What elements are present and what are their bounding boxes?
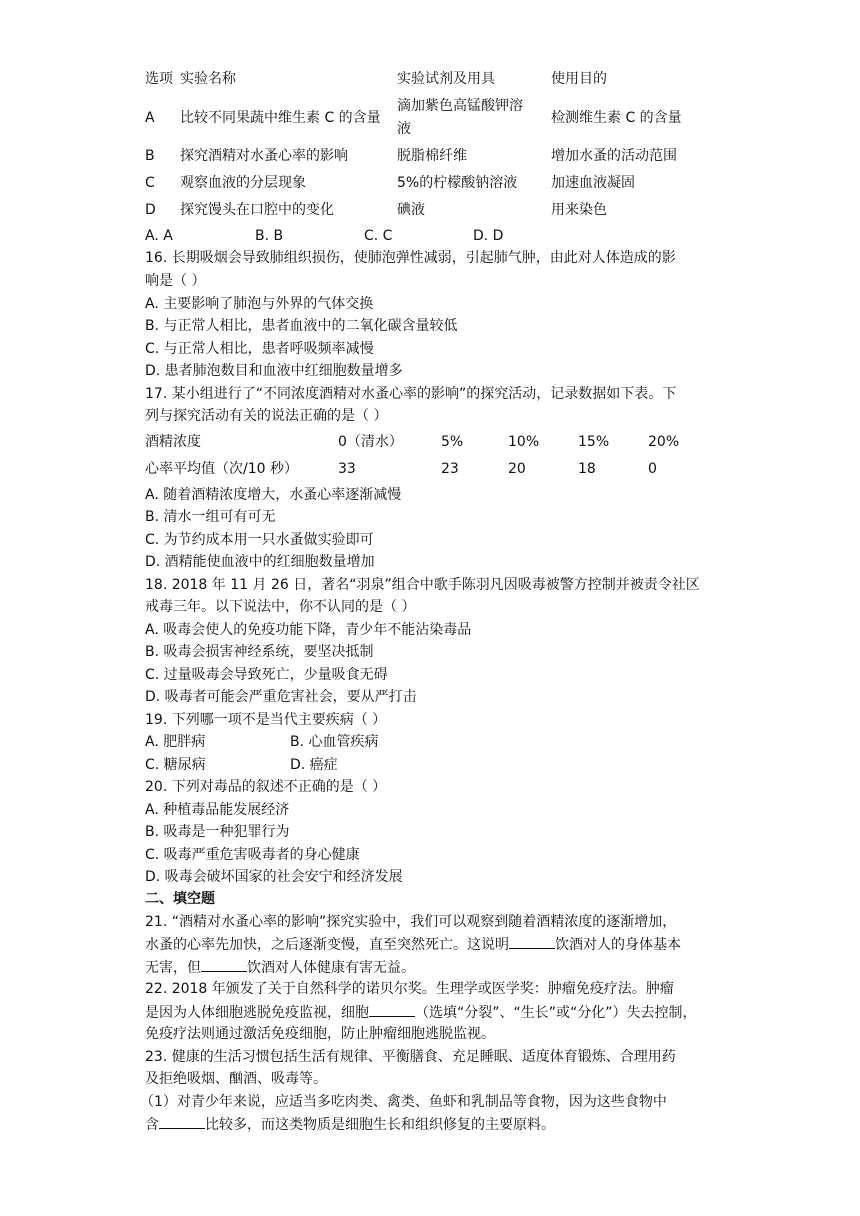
table-row-name: 探究酒精对水蚤心率的影响 bbox=[180, 148, 348, 164]
q17-table-cell: 20% bbox=[648, 434, 680, 450]
q18-stem: 18. 2018 年 11 月 26 日，著名“羽泉”组合中歌手陈羽凡因吸毒被警方控制并被责令社区 bbox=[145, 577, 700, 593]
q17-table-cell: 18 bbox=[578, 461, 596, 477]
table-row-option: D bbox=[145, 202, 156, 218]
table-row-purpose: 用来染色 bbox=[551, 202, 607, 218]
q21-line bbox=[145, 957, 415, 978]
q19-option: B. 心血管疾病 bbox=[290, 734, 379, 750]
q17-table-cell: 33 bbox=[338, 461, 356, 477]
q16-stem: 响是（ ） bbox=[145, 273, 206, 289]
q23-stem: 及拒绝吸烟、酗酒、吸毒等。 bbox=[145, 1071, 327, 1087]
q22-text: 免疫疗法则通过激活免疫细胞，防止肿瘤细胞逃脱监视。 bbox=[145, 1026, 495, 1042]
q19-option: A. 肥胖病 bbox=[145, 734, 206, 750]
q18-stem: 戒毒三年。以下说法中，你不认同的是（ ） bbox=[145, 599, 416, 615]
q17-table-cell: 15% bbox=[578, 434, 610, 450]
table-row-name: 观察血液的分层现象 bbox=[180, 175, 306, 191]
q22-stem: 22. 2018 年颁发了关于自然科学的诺贝尔奖。生理学或医学奖：肿瘤免疫疗法。肿瘤 bbox=[145, 981, 674, 997]
table-header-purpose: 使用目的 bbox=[551, 71, 607, 87]
table-row-purpose: 加速血液凝固 bbox=[551, 175, 635, 191]
table-header-name: 实验名称 bbox=[180, 71, 236, 87]
q20-option: C. 吸毒严重危害吸毒者的身心健康 bbox=[145, 847, 360, 863]
q17-table-cell: 0 bbox=[648, 461, 657, 477]
q22-line bbox=[145, 1002, 697, 1023]
table-row-reagent: 5%的柠檬酸钠溶液 bbox=[397, 175, 518, 191]
choice-c: C. C bbox=[364, 228, 393, 244]
choice-a: A. A bbox=[145, 228, 173, 244]
q23-subquestion: （1）对青少年来说，应适当多吃肉类、禽类、鱼虾和乳制品等食物，因为这些食物中 bbox=[140, 1094, 667, 1110]
q20-option: D. 吸毒会破坏国家的社会安宁和经济发展 bbox=[145, 869, 403, 885]
q21-text: 饮酒对人体健康有害无益。 bbox=[247, 960, 415, 976]
choice-b: B. B bbox=[255, 228, 284, 244]
q21-text: 饮酒对人的身体基本 bbox=[555, 937, 681, 953]
q18-option: D. 吸毒者可能会严重危害社会，要从严打击 bbox=[145, 689, 417, 705]
table-row-name: 探究馒头在口腔中的变化 bbox=[180, 202, 334, 218]
q20-stem: 20. 下列对毒品的叙述不正确的是（ ） bbox=[145, 779, 387, 795]
q17-table-cell: 酒精浓度 bbox=[145, 434, 201, 450]
q16-option: C. 与正常人相比，患者呼吸频率减慢 bbox=[145, 341, 374, 357]
table-row-purpose: 增加水蚤的活动范围 bbox=[551, 148, 677, 164]
answer-blank bbox=[201, 957, 247, 972]
table-row-name: 比较不同果蔬中维生素 C 的含量 bbox=[180, 110, 381, 126]
q22-text: 是因为人体细胞逃脱免疫监视，细胞 bbox=[145, 1005, 369, 1021]
q23-stem: 23. 健康的生活习惯包括生活有规律、平衡膳食、充足睡眠、适度体育锻炼、合理用药 bbox=[145, 1049, 676, 1065]
q16-option: A. 主要影响了肺泡与外界的气体交换 bbox=[145, 296, 374, 312]
table-row-purpose: 检测维生素 C 的含量 bbox=[551, 110, 682, 126]
q20-option: A. 种植毒品能发展经济 bbox=[145, 802, 290, 818]
q16-option: B. 与正常人相比，患者血液中的二氧化碳含量较低 bbox=[145, 318, 458, 334]
q17-option: A. 随着酒精浓度增大，水蚤心率逐渐减慢 bbox=[145, 487, 402, 503]
q19-stem: 19. 下列哪一项不是当代主要疾病（ ） bbox=[145, 712, 387, 728]
q17-table-cell: 0（清水） bbox=[338, 434, 403, 450]
q17-option: B. 清水一组可有可无 bbox=[145, 509, 276, 525]
q21-line bbox=[145, 934, 681, 955]
table-row-option: A bbox=[145, 110, 155, 126]
q17-table-cell: 20 bbox=[508, 461, 526, 477]
table-row-reagent: 滴加紫色高锰酸钾溶 bbox=[397, 98, 523, 114]
q23-line bbox=[145, 1114, 555, 1135]
choice-d: D. D bbox=[473, 228, 504, 244]
q17-table-cell: 23 bbox=[441, 461, 459, 477]
table-row-reagent: 液 bbox=[397, 121, 411, 137]
q17-table-cell: 5% bbox=[441, 434, 464, 450]
answer-blank bbox=[509, 934, 555, 949]
q19-option: C. 糖尿病 bbox=[145, 757, 206, 773]
table-row-reagent: 脱脂棉纤维 bbox=[397, 148, 467, 164]
q17-stem: 列与探究活动有关的说法正确的是（ ） bbox=[145, 408, 388, 424]
q18-option: C. 过量吸毒会导致死亡，少量吸食无碍 bbox=[145, 667, 388, 683]
table-row-option: C bbox=[145, 175, 155, 191]
table-row-reagent: 碘液 bbox=[397, 202, 425, 218]
table-row-option: B bbox=[145, 148, 155, 164]
q19-option: D. 癌症 bbox=[290, 757, 338, 773]
q17-table-cell: 心率平均值（次/10 秒） bbox=[145, 461, 298, 477]
table-header-reagent: 实验试剂及用具 bbox=[397, 71, 495, 87]
q17-table-cell: 10% bbox=[508, 434, 540, 450]
q17-stem: 17. 某小组进行了“不同浓度酒精对水蚤心率的影响”的探究活动，记录数据如下表。下 bbox=[145, 386, 677, 402]
table-header-option: 选项 bbox=[145, 71, 173, 87]
q21-text: 水蚤的心率先加快，之后逐渐变慢，直至突然死亡。这说明 bbox=[145, 937, 509, 953]
q18-option: B. 吸毒会损害神经系统，要坚决抵制 bbox=[145, 644, 374, 660]
answer-blank bbox=[159, 1114, 205, 1129]
q22-text: （选填“分裂”、“生长”或“分化”）失去控制， bbox=[415, 1005, 697, 1021]
q20-option: B. 吸毒是一种犯罪行为 bbox=[145, 824, 290, 840]
q17-option: C. 为节约成本用一只水蚤做实验即可 bbox=[145, 532, 374, 548]
q16-option: D. 患者肺泡数目和血液中红细胞数量增多 bbox=[145, 363, 403, 379]
q21-stem: 21. “酒精对水蚤心率的影响”探究实验中，我们可以观察到随着酒精浓度的逐渐增加， bbox=[145, 914, 677, 930]
q17-option: D. 酒精能使血液中的红细胞数量增加 bbox=[145, 554, 375, 570]
q23-text: 含 bbox=[145, 1117, 159, 1133]
answer-blank bbox=[369, 1002, 415, 1017]
section-heading-fill-in: 二、填空题 bbox=[145, 891, 215, 907]
q23-text: 比较多，而这类物质是细胞生长和组织修复的主要原料。 bbox=[205, 1117, 555, 1133]
q18-option: A. 吸毒会使人的免疫功能下降，青少年不能沾染毒品 bbox=[145, 622, 472, 638]
q21-text: 无害，但 bbox=[145, 960, 201, 976]
q16-stem: 16. 长期吸烟会导致肺组织损伤，使肺泡弹性减弱，引起肺气肿，由此对人体造成的影 bbox=[145, 250, 676, 266]
